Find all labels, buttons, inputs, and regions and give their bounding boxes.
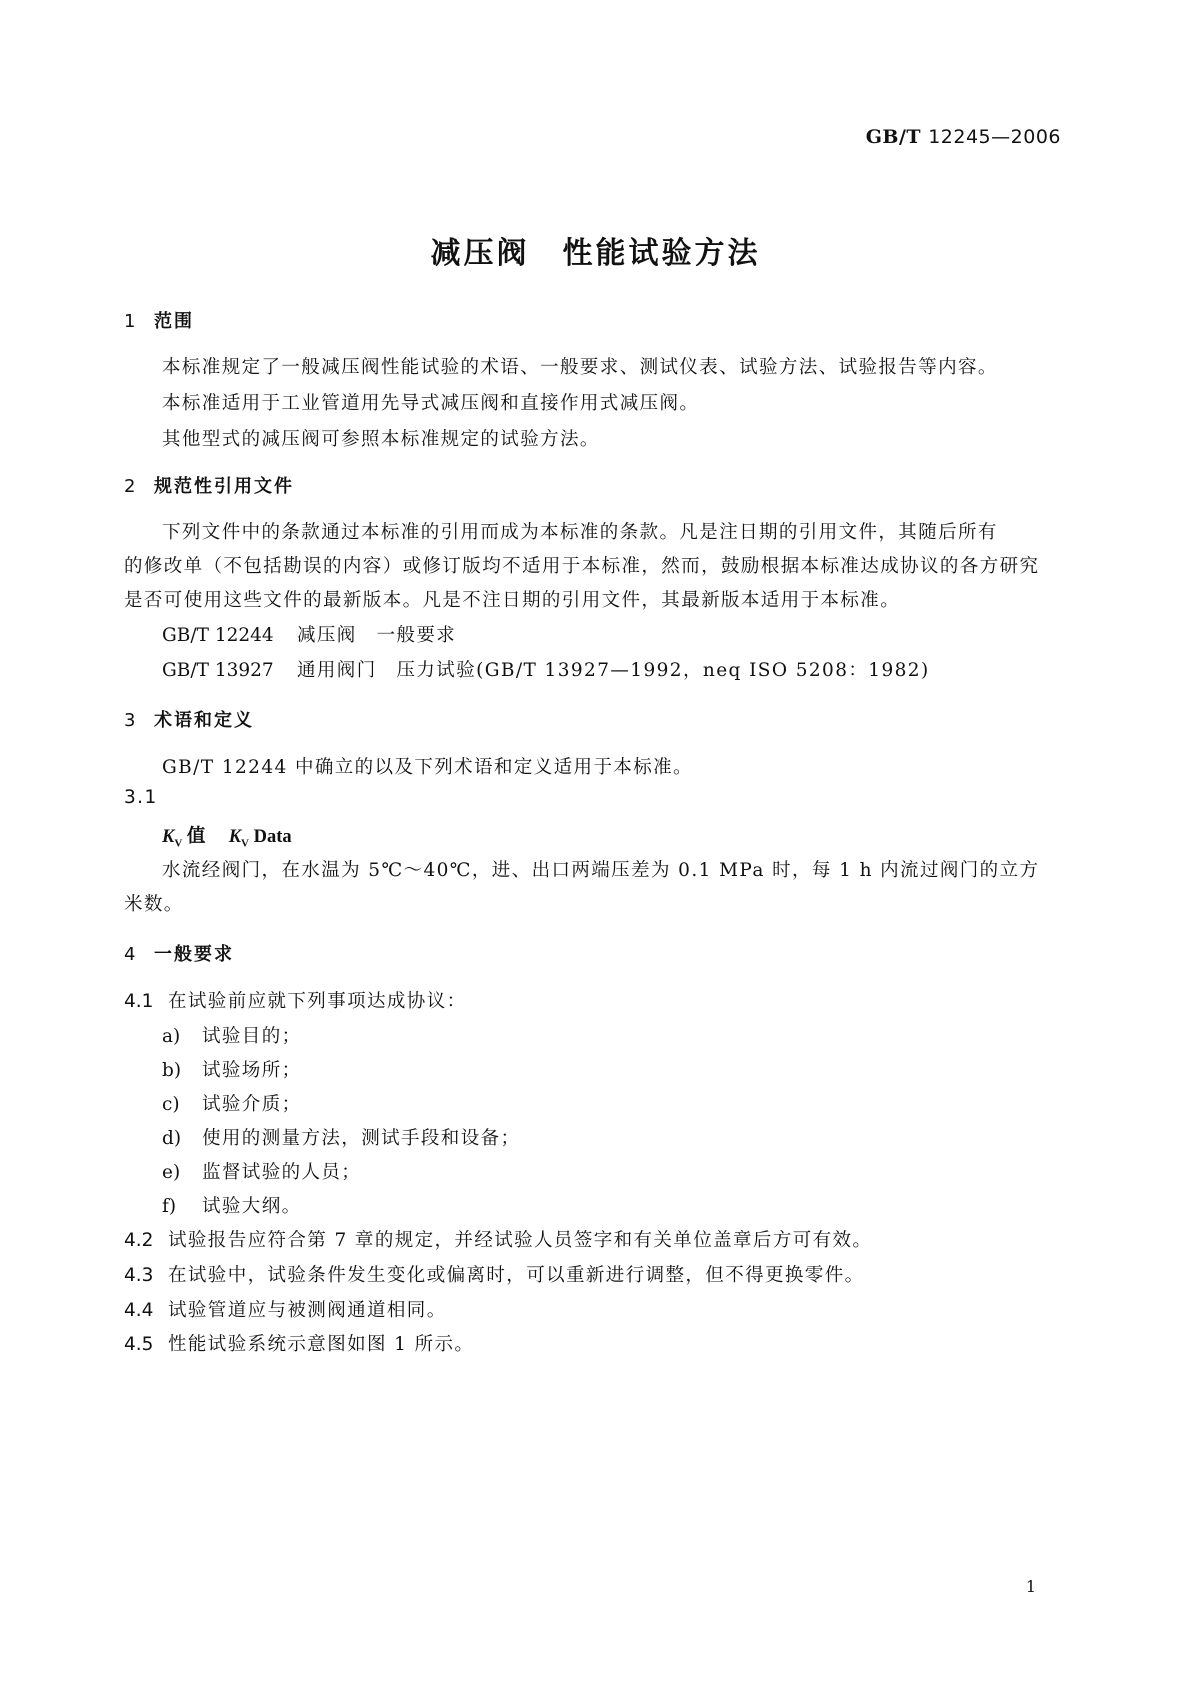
clause-4-4 [124,1296,447,1322]
list-item: f) 试验大纲。 [162,1196,302,1217]
definition-line: 米数。 [124,894,184,915]
clause-number: 4.2 [124,1230,154,1251]
paragraph-line: 是否可使用这些文件的最新版本。凡是不注日期的引用文件，其最新版本适用于本标准。 [124,590,901,611]
clause-4-3 [124,1261,865,1287]
list-item: b) 试验场所； [162,1060,302,1081]
section-2-heading [124,472,294,498]
page-number: 1 [1025,1577,1036,1596]
term-en: Data [253,827,292,847]
list-item: e) 监督试验的人员； [162,1162,362,1183]
clause-4-2 [124,1226,872,1252]
reference-code: GB/T 12244 [162,625,274,646]
definition-line: 水流经阀门，在水温为 5℃～40℃，进、出口两端压差为 0.1 MPa 时，每 1 h 内流过阀门的立方 [162,860,1040,881]
clause-4-5 [124,1330,474,1356]
kv-symbol: $K_V$ [162,827,183,850]
section-number: 1 [124,311,138,332]
standard-number: 12245—2006 [928,126,1061,148]
section-title: 范围 [154,311,194,332]
reference-title: 减压阀 一般要求 [297,625,457,646]
standard-prefix: GB/T [865,126,922,148]
paragraph: 本标准适用于工业管道用先导式减压阀和直接作用式减压阀。 [162,393,700,414]
clause-text: 试验报告应符合第 7 章的规定，并经试验人员签字和有关单位盖章后方可有效。 [168,1230,873,1251]
section-3-heading [124,706,254,732]
clause-text: 在试验前应就下列事项达成协议： [168,991,467,1012]
standard-code [866,126,1061,148]
paragraph-line: 下列文件中的条款通过本标准的引用而成为本标准的条款。凡是注日期的引用文件，其随后所有 [162,522,998,543]
list-item: c) 试验介质； [162,1094,302,1115]
list-item: d) 使用的测量方法，测试手段和设备； [162,1128,521,1149]
paragraph: 其他型式的减压阀可参照本标准规定的试验方法。 [162,429,600,450]
section-title: 规范性引用文件 [154,476,294,497]
reference-item [162,621,456,647]
section-title: 一般要求 [154,944,234,965]
clause-text: 试验管道应与被测阀通道相同。 [168,1300,447,1321]
reference-item [162,656,930,682]
clause-number: 4.4 [124,1300,154,1321]
section-number: 2 [124,476,138,497]
list-item: a) 试验目的； [162,1026,302,1047]
kv-symbol: $K_V$ [228,827,249,850]
paragraph: GB/T 12244 中确立的以及下列术语和定义适用于本标准。 [162,757,693,778]
section-number: 3 [124,710,138,731]
clause-number: 4.1 [124,991,154,1012]
paragraph-line: 的修改单（不包括勘误的内容）或修订版均不适用于本标准，然而，鼓励根据本标准达成协议的各方研究 [124,556,1040,577]
section-title: 术语和定义 [154,710,254,731]
section-number: 4 [124,944,138,965]
paragraph: 本标准规定了一般减压阀性能试验的术语、一般要求、测试仪表、试验方法、试验报告等内容。 [162,357,998,378]
term-heading [162,822,292,850]
document-title: 减压阀 性能试验方法 [430,236,761,271]
section-1-heading [124,307,194,333]
clause-number: 4.5 [124,1334,154,1355]
clause-number: 3.1 [124,787,158,808]
reference-code: GB/T 13927 [162,660,274,681]
clause-text: 性能试验系统示意图如图 1 所示。 [168,1334,475,1355]
section-4-heading [124,940,234,966]
clause-number: 4.3 [124,1265,154,1286]
clause-text: 在试验中，试验条件发生变化或偏离时，可以重新进行调整，但不得更换零件。 [168,1265,865,1286]
term-cn: 值 [186,826,206,847]
reference-title: 通用阀门 压力试验(GB/T 13927—1992，neq ISO 5208：1982) [297,660,930,681]
clause-4-1 [124,987,467,1013]
